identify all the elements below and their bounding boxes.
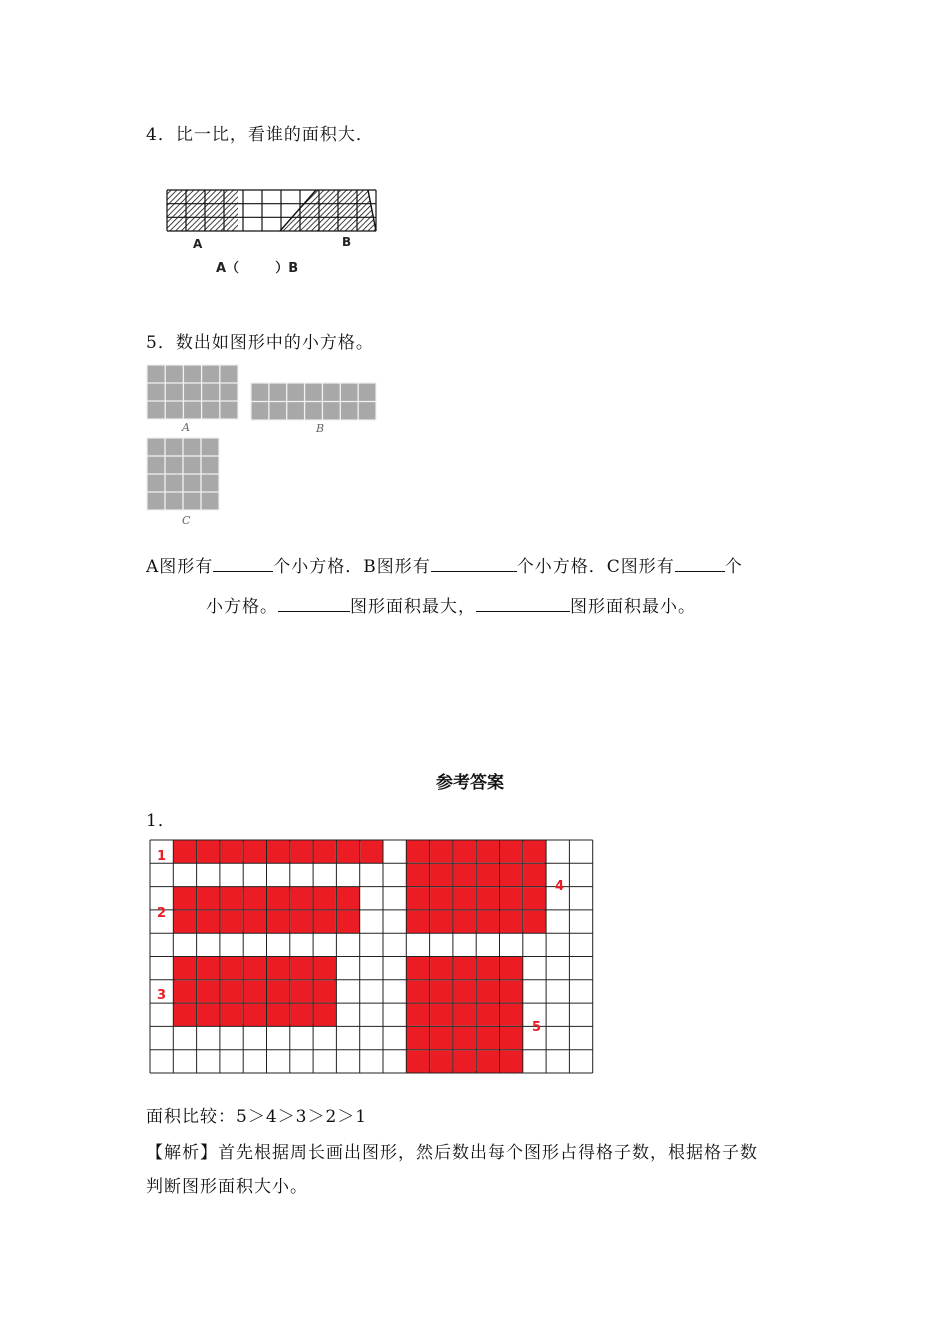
shape-number-5: 5 xyxy=(532,1020,542,1035)
analysis-line-1: 【解析】首先根据周长画出图形，然后数出每个图形占得格子数，根据格子数 xyxy=(146,1143,758,1163)
grid-figure-a xyxy=(146,364,240,421)
answers-title: 参考答案 xyxy=(436,773,504,793)
shaded-region-a xyxy=(167,190,238,231)
q5-text-b: 个小方格．B图形有 xyxy=(273,557,431,577)
q4-label-a: A xyxy=(193,237,203,251)
q5-fill-line-1 xyxy=(146,552,743,577)
q5-text-a: A图形有 xyxy=(146,557,214,577)
q4-compare-blank[interactable]: A（ ）B xyxy=(216,261,299,276)
q5-fill-line-2 xyxy=(206,592,696,617)
q5-text-f: 图形面积最大， xyxy=(350,597,476,617)
fig-c-label: C xyxy=(182,514,191,527)
analysis-line-2: 判断图形面积大小。 xyxy=(146,1177,308,1197)
filled-shape-1 xyxy=(173,840,383,863)
answer-item-number: 1． xyxy=(146,811,176,831)
q5-text-e: 小方格。 xyxy=(206,597,278,617)
shape-number-1: 1 xyxy=(157,849,167,864)
fig-b-label: B xyxy=(316,422,325,435)
blank-smallest[interactable] xyxy=(476,593,570,612)
q5-text-g: 图形面积最小。 xyxy=(570,597,696,617)
q5-text-d: 个 xyxy=(724,557,743,577)
blank-a-count[interactable] xyxy=(213,553,273,572)
grid-figure-c xyxy=(146,437,221,512)
shaded-region-b xyxy=(280,190,376,231)
q5-text-c: 个小方格．C图形有 xyxy=(516,557,675,577)
q4-title: 4．比一比，看谁的面积大． xyxy=(146,125,374,145)
q4-comparison-figure xyxy=(166,189,382,233)
answer-grid xyxy=(148,838,620,1076)
blank-largest[interactable] xyxy=(278,593,350,612)
shape-number-2: 2 xyxy=(157,906,167,921)
filled-shape-3 xyxy=(173,957,336,1027)
fig-a-label: A xyxy=(182,421,190,434)
blank-c-count[interactable] xyxy=(675,553,725,572)
area-comparison: 面积比较：5＞4＞3＞2＞1 xyxy=(146,1107,368,1127)
q4-label-b: B xyxy=(342,235,352,249)
filled-shape-5 xyxy=(406,957,523,1074)
blank-b-count[interactable] xyxy=(431,553,517,572)
q5-title: 5．数出如图形中的小方格。 xyxy=(146,333,374,353)
shape-number-3: 3 xyxy=(157,988,167,1003)
grid-figure-b xyxy=(250,382,378,421)
shape-number-4: 4 xyxy=(555,879,565,894)
